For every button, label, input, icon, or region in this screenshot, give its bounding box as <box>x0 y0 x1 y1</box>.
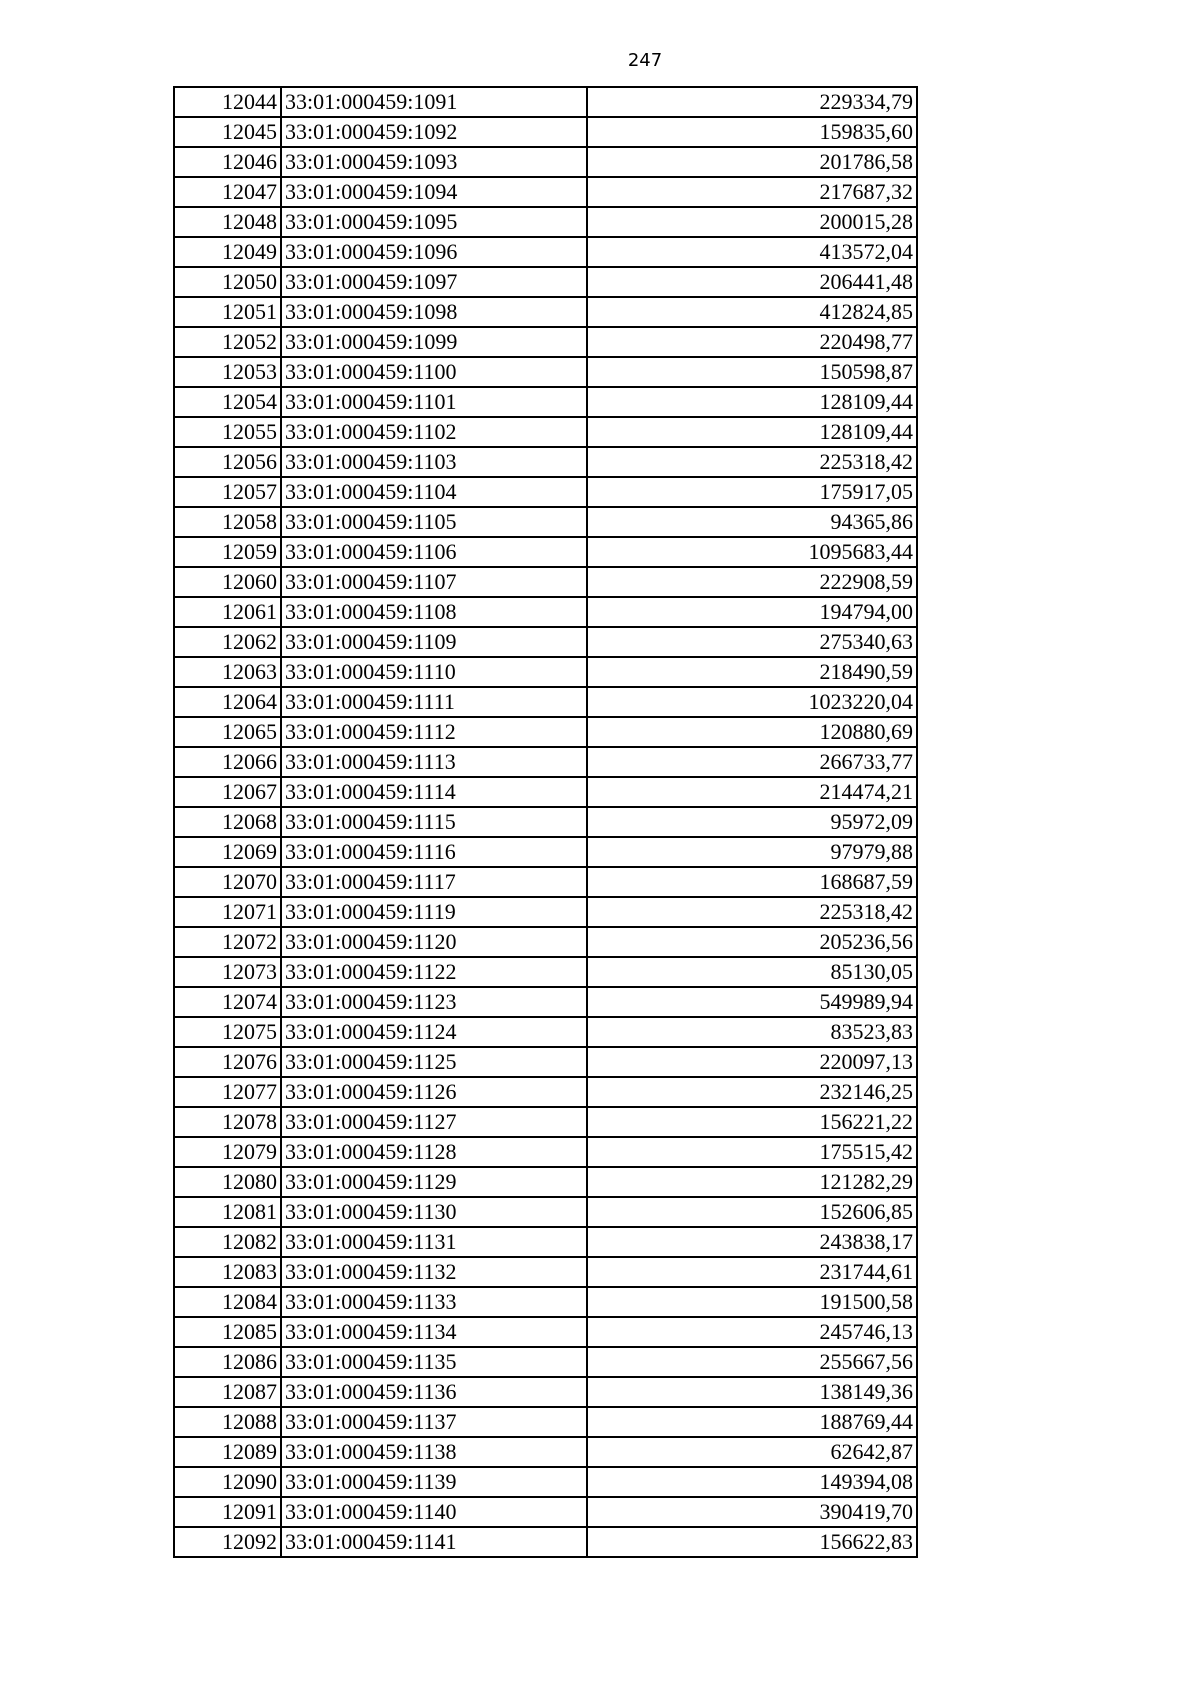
cadastral-number-cell: 33:01:000459:1092 <box>281 117 587 147</box>
row-number-cell: 12076 <box>174 1047 281 1077</box>
cadastral-number-cell: 33:01:000459:1114 <box>281 777 587 807</box>
cadastral-value-cell: 97979,88 <box>587 837 917 867</box>
row-number-cell: 12086 <box>174 1347 281 1377</box>
table-row <box>174 567 917 597</box>
cadastral-value-cell: 275340,63 <box>587 627 917 657</box>
row-number-cell: 12051 <box>174 297 281 327</box>
cadastral-number-cell: 33:01:000459:1132 <box>281 1257 587 1287</box>
cadastral-number-cell: 33:01:000459:1119 <box>281 897 587 927</box>
row-number-cell: 12071 <box>174 897 281 927</box>
table-row <box>174 147 917 177</box>
cadastral-number-cell: 33:01:000459:1112 <box>281 717 587 747</box>
table-row <box>174 447 917 477</box>
cadastral-number-cell: 33:01:000459:1111 <box>281 687 587 717</box>
cadastral-number-cell: 33:01:000459:1135 <box>281 1347 587 1377</box>
row-number-cell: 12073 <box>174 957 281 987</box>
table-row <box>174 297 917 327</box>
cadastral-number-cell: 33:01:000459:1117 <box>281 867 587 897</box>
cadastral-value-cell: 188769,44 <box>587 1407 917 1437</box>
row-number-cell: 12069 <box>174 837 281 867</box>
cadastral-number-cell: 33:01:000459:1106 <box>281 537 587 567</box>
cadastral-number-cell: 33:01:000459:1130 <box>281 1197 587 1227</box>
row-number-cell: 12090 <box>174 1467 281 1497</box>
table-row <box>174 1137 917 1167</box>
row-number-cell: 12092 <box>174 1527 281 1557</box>
table-row <box>174 597 917 627</box>
table-row <box>174 747 917 777</box>
cadastral-number-cell: 33:01:000459:1137 <box>281 1407 587 1437</box>
row-number-cell: 12055 <box>174 417 281 447</box>
cadastral-value-cell: 83523,83 <box>587 1017 917 1047</box>
cadastral-number-cell: 33:01:000459:1123 <box>281 987 587 1017</box>
cadastral-value-cell: 191500,58 <box>587 1287 917 1317</box>
table-row <box>174 1047 917 1077</box>
row-number-cell: 12048 <box>174 207 281 237</box>
cadastral-value-cell: 220498,77 <box>587 327 917 357</box>
cadastral-value-cell: 175515,42 <box>587 1137 917 1167</box>
row-number-cell: 12050 <box>174 267 281 297</box>
table-row <box>174 207 917 237</box>
cadastral-number-cell: 33:01:000459:1139 <box>281 1467 587 1497</box>
row-number-cell: 12067 <box>174 777 281 807</box>
row-number-cell: 12091 <box>174 1497 281 1527</box>
cadastral-value-cell: 205236,56 <box>587 927 917 957</box>
cadastral-number-cell: 33:01:000459:1110 <box>281 657 587 687</box>
cadastral-value-cell: 245746,13 <box>587 1317 917 1347</box>
row-number-cell: 12054 <box>174 387 281 417</box>
table-row <box>174 537 917 567</box>
row-number-cell: 12082 <box>174 1227 281 1257</box>
row-number-cell: 12088 <box>174 1407 281 1437</box>
table-row <box>174 1437 917 1467</box>
table-row <box>174 87 917 117</box>
table-row <box>174 357 917 387</box>
table-row <box>174 1077 917 1107</box>
row-number-cell: 12085 <box>174 1317 281 1347</box>
cadastral-value-cell: 218490,59 <box>587 657 917 687</box>
cadastral-number-cell: 33:01:000459:1136 <box>281 1377 587 1407</box>
cadastral-number-cell: 33:01:000459:1101 <box>281 387 587 417</box>
cadastral-number-cell: 33:01:000459:1129 <box>281 1167 587 1197</box>
cadastral-number-cell: 33:01:000459:1115 <box>281 807 587 837</box>
row-number-cell: 12058 <box>174 507 281 537</box>
table-row <box>174 1467 917 1497</box>
cadastral-value-cell: 120880,69 <box>587 717 917 747</box>
cadastral-number-cell: 33:01:000459:1100 <box>281 357 587 387</box>
cadastral-number-cell: 33:01:000459:1125 <box>281 1047 587 1077</box>
page-number: 247 <box>627 50 663 71</box>
cadastral-value-cell: 231744,61 <box>587 1257 917 1287</box>
row-number-cell: 12075 <box>174 1017 281 1047</box>
cadastral-value-cell: 95972,09 <box>587 807 917 837</box>
cadastral-value-cell: 214474,21 <box>587 777 917 807</box>
cadastral-value-cell: 1095683,44 <box>587 537 917 567</box>
row-number-cell: 12079 <box>174 1137 281 1167</box>
cadastral-value-cell: 225318,42 <box>587 447 917 477</box>
row-number-cell: 12061 <box>174 597 281 627</box>
row-number-cell: 12059 <box>174 537 281 567</box>
table-body <box>174 87 917 1557</box>
row-number-cell: 12077 <box>174 1077 281 1107</box>
row-number-cell: 12047 <box>174 177 281 207</box>
table-row <box>174 717 917 747</box>
cadastral-value-cell: 138149,36 <box>587 1377 917 1407</box>
cadastral-number-cell: 33:01:000459:1105 <box>281 507 587 537</box>
table-row <box>174 867 917 897</box>
cadastral-number-cell: 33:01:000459:1109 <box>281 627 587 657</box>
cadastral-number-cell: 33:01:000459:1133 <box>281 1287 587 1317</box>
table-row <box>174 837 917 867</box>
cadastral-value-cell: 206441,48 <box>587 267 917 297</box>
table-row <box>174 687 917 717</box>
table-row <box>174 1257 917 1287</box>
cadastral-value-cell: 175917,05 <box>587 477 917 507</box>
table-row <box>174 1167 917 1197</box>
cadastral-value-cell: 229334,79 <box>587 87 917 117</box>
cadastral-value-cell: 156622,83 <box>587 1527 917 1557</box>
cadastral-number-cell: 33:01:000459:1138 <box>281 1437 587 1467</box>
cadastral-number-cell: 33:01:000459:1091 <box>281 87 587 117</box>
cadastral-number-cell: 33:01:000459:1116 <box>281 837 587 867</box>
cadastral-number-cell: 33:01:000459:1103 <box>281 447 587 477</box>
row-number-cell: 12084 <box>174 1287 281 1317</box>
table-row <box>174 987 917 1017</box>
row-number-cell: 12068 <box>174 807 281 837</box>
row-number-cell: 12074 <box>174 987 281 1017</box>
row-number-cell: 12060 <box>174 567 281 597</box>
cadastral-value-cell: 85130,05 <box>587 957 917 987</box>
cadastral-value-cell: 194794,00 <box>587 597 917 627</box>
table-row <box>174 957 917 987</box>
cadastral-value-cell: 220097,13 <box>587 1047 917 1077</box>
row-number-cell: 12063 <box>174 657 281 687</box>
row-number-cell: 12062 <box>174 627 281 657</box>
row-number-cell: 12044 <box>174 87 281 117</box>
cadastral-value-cell: 266733,77 <box>587 747 917 777</box>
row-number-cell: 12045 <box>174 117 281 147</box>
table-row <box>174 327 917 357</box>
row-number-cell: 12065 <box>174 717 281 747</box>
table-row <box>174 1497 917 1527</box>
cadastral-value-cell: 1023220,04 <box>587 687 917 717</box>
table-row <box>174 1317 917 1347</box>
cadastral-number-cell: 33:01:000459:1120 <box>281 927 587 957</box>
table-row <box>174 807 917 837</box>
table-row <box>174 657 917 687</box>
table-row <box>174 237 917 267</box>
row-number-cell: 12081 <box>174 1197 281 1227</box>
cadastral-number-cell: 33:01:000459:1104 <box>281 477 587 507</box>
cadastral-value-cell: 222908,59 <box>587 567 917 597</box>
cadastral-value-cell: 217687,32 <box>587 177 917 207</box>
row-number-cell: 12052 <box>174 327 281 357</box>
cadastral-value-cell: 413572,04 <box>587 237 917 267</box>
row-number-cell: 12056 <box>174 447 281 477</box>
table-row <box>174 1347 917 1377</box>
row-number-cell: 12080 <box>174 1167 281 1197</box>
cadastral-value-cell: 62642,87 <box>587 1437 917 1467</box>
table-row <box>174 627 917 657</box>
cadastral-number-cell: 33:01:000459:1124 <box>281 1017 587 1047</box>
cadastral-number-cell: 33:01:000459:1093 <box>281 147 587 177</box>
row-number-cell: 12053 <box>174 357 281 387</box>
table-row <box>174 777 917 807</box>
cadastral-number-cell: 33:01:000459:1108 <box>281 597 587 627</box>
table-row <box>174 267 917 297</box>
cadastral-value-cell: 149394,08 <box>587 1467 917 1497</box>
cadastral-number-cell: 33:01:000459:1107 <box>281 567 587 597</box>
cadastral-value-cell: 156221,22 <box>587 1107 917 1137</box>
row-number-cell: 12087 <box>174 1377 281 1407</box>
table-row <box>174 1197 917 1227</box>
cadastral-number-cell: 33:01:000459:1131 <box>281 1227 587 1257</box>
table-row <box>174 897 917 927</box>
cadastral-number-cell: 33:01:000459:1122 <box>281 957 587 987</box>
row-number-cell: 12049 <box>174 237 281 267</box>
cadastral-value-cell: 128109,44 <box>587 387 917 417</box>
cadastral-number-cell: 33:01:000459:1094 <box>281 177 587 207</box>
cadastral-number-cell: 33:01:000459:1099 <box>281 327 587 357</box>
cadastral-value-cell: 152606,85 <box>587 1197 917 1227</box>
row-number-cell: 12057 <box>174 477 281 507</box>
cadastral-value-cell: 159835,60 <box>587 117 917 147</box>
table-row <box>174 1017 917 1047</box>
table-row <box>174 507 917 537</box>
cadastral-value-cell: 549989,94 <box>587 987 917 1017</box>
cadastral-number-cell: 33:01:000459:1134 <box>281 1317 587 1347</box>
cadastral-number-cell: 33:01:000459:1126 <box>281 1077 587 1107</box>
row-number-cell: 12066 <box>174 747 281 777</box>
cadastral-value-cell: 225318,42 <box>587 897 917 927</box>
cadastral-value-cell: 201786,58 <box>587 147 917 177</box>
row-number-cell: 12072 <box>174 927 281 957</box>
table-row <box>174 1107 917 1137</box>
cadastral-value-cell: 243838,17 <box>587 1227 917 1257</box>
cadastral-value-cell: 128109,44 <box>587 417 917 447</box>
cadastral-number-cell: 33:01:000459:1097 <box>281 267 587 297</box>
table-row <box>174 1227 917 1257</box>
row-number-cell: 12064 <box>174 687 281 717</box>
table-row <box>174 387 917 417</box>
row-number-cell: 12070 <box>174 867 281 897</box>
cadastral-number-cell: 33:01:000459:1113 <box>281 747 587 777</box>
row-number-cell: 12046 <box>174 147 281 177</box>
cadastral-value-cell: 168687,59 <box>587 867 917 897</box>
cadastral-value-cell: 94365,86 <box>587 507 917 537</box>
table-row <box>174 1407 917 1437</box>
table-row <box>174 1527 917 1557</box>
cadastral-number-cell: 33:01:000459:1102 <box>281 417 587 447</box>
cadastral-value-cell: 255667,56 <box>587 1347 917 1377</box>
row-number-cell: 12078 <box>174 1107 281 1137</box>
table-row <box>174 417 917 447</box>
cadastral-number-cell: 33:01:000459:1127 <box>281 1107 587 1137</box>
cadastral-number-cell: 33:01:000459:1140 <box>281 1497 587 1527</box>
table-row <box>174 177 917 207</box>
cadastral-value-cell: 121282,29 <box>587 1167 917 1197</box>
cadastral-number-cell: 33:01:000459:1096 <box>281 237 587 267</box>
table-row <box>174 1287 917 1317</box>
row-number-cell: 12083 <box>174 1257 281 1287</box>
cadastral-number-cell: 33:01:000459:1098 <box>281 297 587 327</box>
table-row <box>174 477 917 507</box>
cadastral-value-cell: 200015,28 <box>587 207 917 237</box>
table-row <box>174 927 917 957</box>
cadastral-number-cell: 33:01:000459:1141 <box>281 1527 587 1557</box>
cadastral-value-cell: 412824,85 <box>587 297 917 327</box>
cadastral-number-cell: 33:01:000459:1128 <box>281 1137 587 1167</box>
cadastral-number-cell: 33:01:000459:1095 <box>281 207 587 237</box>
row-number-cell: 12089 <box>174 1437 281 1467</box>
cadastral-value-cell: 390419,70 <box>587 1497 917 1527</box>
table-row <box>174 1377 917 1407</box>
cadastral-value-table <box>173 86 918 1558</box>
cadastral-value-cell: 150598,87 <box>587 357 917 387</box>
table-row <box>174 117 917 147</box>
cadastral-value-cell: 232146,25 <box>587 1077 917 1107</box>
